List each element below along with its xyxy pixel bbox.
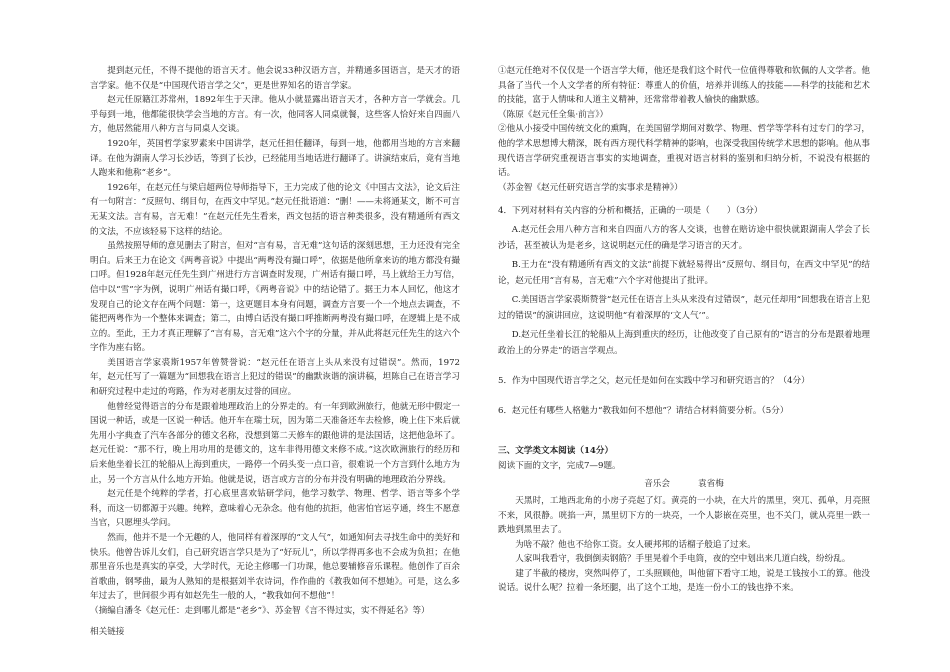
left-paragraph-9: 然而，他并不是一个无趣的人，他同样有着深厚的“文人气”，如通知何去寻找生命中的美好和快乐。他曾告诉儿女们，自己研究语言学只是为了“好玩儿”，所以学得再多也不会成为负担；在他那里音乐也是真实的享受，大学时代，无论主修哪一门功课，他总要辅修音乐课程。他创作了百余首歌曲，钢琴曲，最为人熟知的是根据刘半农诗词，作作曲的《教我如何不想她》。可是，这么多年过去了，世间很少再有如赵先生一般的人，“教我如何不想他”！ [90,533,460,602]
story-author: 袁省梅 [698,479,724,490]
story-heading [498,477,870,492]
story-title: 音乐会 [644,479,670,490]
question-4-option-b: B.王力在“没有精通所有西文的文法”前提下就轻易得出“反照句、纲目句，在西文中罕见”的结论，赵元任用“言有易，言无难”六个字对他提出了批评。 [498,259,870,286]
story-paragraph-4: 建了半截的楼房，突然叫停了，工头照顾他，叫他留下看守工地，说是工钱按小工的算。他没说话。说什么呢？拉着一条坯腿，出了这个工地，是连一份小工的钱也挣不来。 [498,568,870,594]
left-paragraph-7: 他曾经觉得语言的分布是跟着地理政治上的分界走的。有一年到欧洲旅行，他就无形中假定一国说一种话，或是一区说一种话。他开车在瑞士玩，因为第二天准备还车去检修，晚上住下来后就先用小字典查了汽车各部分的德文名称，没想到第二天修车的跟他讲的是法国话，这把他急坏了。赵元任说：“那不行，晚上用功用的是德文的，这车非得用德文来修不成。”这次欧洲旅行的经历和后来他坐着长江的轮船从上海到重庆，一路停一个码头变一点口音，很难说一个方言到什么地方为止，另一个方言从什么地方开始。他就是说，语言或方言的分布并没有明确的地理政治分界线。 [90,401,460,485]
section-3-instruction: 阅读下面的文字，完成7—9题。 [498,460,621,471]
related-link-1-source: （陈原《赵元任全集·前言》） [498,109,609,120]
right-column [498,64,870,596]
question-4-option-c: C.美国语言学家裘斯赞誉“赵元任在语言上头从来没有过错误”，赵元任却用“回想我在语言上犯过的错误”的演讲回应，这说明他“有着深厚的‘文人气’”。 [498,294,870,321]
story-paragraph-2: 为啥不敲？他也不给你工资。女人硬邦邦的话榴子般追了过来。 [515,539,756,550]
question-4-stem: 4．下列对材料有关内容的分析和概括，正确的一项是（ ）（3分） [498,206,763,217]
question-4-option-d: D.赵元任坐着长江的轮船从上海到重庆的经历，让他改变了自己原有的“语言的分布是跟着地理政治上的分界走”的语言学观点。 [498,329,870,356]
story-paragraph-3: 人家叫我看守，我倒倒卖钢筋？手里晃着个手电筒，夜的空中划出来几道白线，纷纷乱。 [515,554,851,565]
left-paragraph-3: 1920年，英国哲学家罗素来中国讲学，赵元任担任翻译，每到一地，他都用当地的方言来翻译。在他为湖南人学习长沙话，等到了长沙，已经能用当地话进行翻译了。讲演结束后，竟有当地人跑来和他称“老乡”。 [90,138,460,179]
left-paragraph-2: 赵元任原籍江苏常州，1892年生于天津。他从小就显露出语言天才，各种方言一学就会。几乎每到一地，他都能很快学会当地的方言。有一次，他同客人同桌就餐，这些客人恰好来自四面八方，他居然能用八种方言与同桌人交谈。 [90,95,460,135]
left-paragraph-6: 美国语言学家裘斯1957年曾赞誉说：“赵元任在语言上头从来没有过错误”。然而，1972年，赵元任写了一篇题为“回想我在语言上犯过的错误”的幽默诙谐的演讲稿，坦陈自己在语言学习和研究过程中走过的弯路，作为对老朋友过誉的回应。 [90,357,460,398]
left-column [90,64,460,639]
left-paragraph-1: 提到赵元任，不得不提他的语言天才。他会说33种汉语方言，并精通多国语言，是天才的语言学家。他不仅是“中国现代语言学之父”，更是世界知名的语言学家。 [90,66,460,91]
story-paragraph-1: 天黑时，工地西北角的小房子亮起了灯。黄亮的一小块，在大片的黑里，突兀、孤单，月亮照不来，风很静。咣掐一声，黑里切下方的一块亮，一个人影嵌在亮里，也不关门，就从亮里一跌一跌地到黑里去了。 [498,495,870,536]
left-paragraph-4: 1926年，在赵元任与梁启超两位导师指导下，王力完成了他的论文《中国古文法》，论文后注有一句附言：“反照句、纲目句，在西文中罕见。”赵元任批语道：“删！——未将通某文，断不可言无某文法。言有易，言无难！”在赵元任先生看来，西文包括的语言种类很多，没有精通所有西文的文法，不应该轻易下这样的结论。 [90,182,460,237]
related-links-heading: 相关链接 [90,626,125,637]
left-paragraph-5: 虽然按照导师的意见删去了附言，但对“言有易，言无难”这句话的深刻思想，王力还没有完全明白。后来王力在论文《两粤音说》中提出“两粤没有撮口呼”，依据是他所拿来访的地方都没有撮口呼。但1928年赵元任先生到广州进行方言调查时发现，广州话有撮口呼，马上就给王力写信，信中以“雪”字为例，说明广州话有撮口呼，《两粤音说》中的结论错了。据王力本人回忆，他这才发现自己的论文存在两个问题：第一，这更题目本身有问题，调查方言要一个一个地点去调查，不能把两粤作为一个整体来调查；第二，由博白话没有撮口呼推断两粤没有撮口呼，在逻辑上是不成立的。至此，王力才真正理解了“言有易，言无难”这六个字的分量，并从此将赵元任先生的这六个字作为座右铭。 [90,241,460,354]
left-paragraph-8: 赵元任是个纯粹的学者，打心底里喜欢钻研学问，他学习数学、物理、哲学、语言等多个学科，而这一切都源于兴趣。纯粹，意味着心无杂念。他有他的抗拒，他害怕官运亨通，终生不愿意当官，只愿埋头学问。 [90,489,460,529]
related-link-2-source: （苏金智《赵元任研究语言学的实事求是精神》） [498,182,683,193]
question-6: 6．赵元任有哪些人格魅力“教我如何不想他”？请结合材料简要分析。（5分） [498,405,789,416]
question-4-option-a: A.赵元任会用八种方言和来自四面八方的客人交谈，也曾在赔访途中很快就跟湖南人学会了长沙话，甚至被认为是老乡，这说明赵元任的确是学习语言的天才。 [498,224,870,251]
related-link-1: ①赵元任绝对不仅仅是一个语言学大师，他还是我们这个时代一位值得尊敬和钦佩的人文学者。他具备了当代一个人文学者的所有特征：尊重人的价值，培养并训练人的技能——科学的技能和艺术的技能，富于人情味和人道主义精神，还常常带着教人愉快的幽默感。 [498,66,870,106]
section-3-title: 三、文学类文本阅读（14分） [498,446,614,457]
related-link-2: ②他从小接受中国传统文化的熏陶，在美国留学期间对数学、物理、哲学等学科有过专门的学习，他的学术思想博大精深，既有西方现代科学精神的影响，也深受我国传统学术思想的影响。他从事现代语言学研究重视语言事实的实地调查，重视对语言材料的鉴别和归纳分析，不说没有根据的话。 [498,124,870,179]
left-source-note: （摘编自潘冬《赵元任：走到哪儿都是“老乡”》、苏金智《言不得过实，实不得延名》等） [90,605,430,616]
question-5: 5．作为中国现代语言学之父，赵元任是如何在实践中学习和研究语言的？（4分） [498,375,810,386]
